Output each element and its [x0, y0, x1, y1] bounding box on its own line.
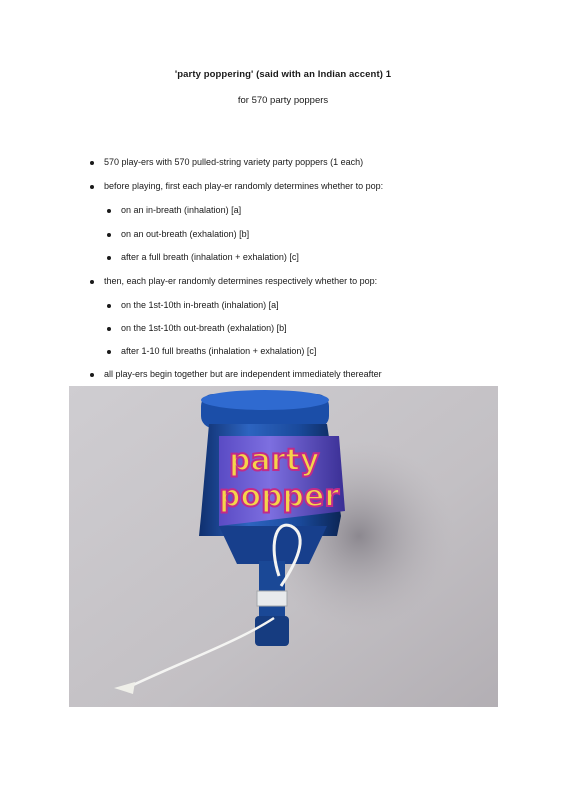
- bullet-dot: [107, 256, 111, 260]
- bullet-dot: [90, 161, 94, 165]
- rules-list: [0, 0, 566, 380]
- bullet-dot: [107, 233, 111, 237]
- bullet-dot: [90, 373, 94, 377]
- party-popper-photo: [69, 386, 498, 707]
- bullet-dot: [107, 304, 111, 308]
- sub-list-item: on the 1st-10th out-breath (exhalation) [b]: [121, 323, 287, 333]
- sub-list-item: on an in-breath (inhalation) [a]: [121, 205, 242, 215]
- list-item: all play-ers begin together but are independent immediately thereafter: [104, 369, 382, 379]
- sub-list-item: after 1-10 full breaths (inhalation + exhalation) [c]: [121, 346, 317, 356]
- sub-list-item: on the 1st-10th in-breath (inhalation) [a]: [121, 300, 279, 310]
- bullet-dot: [107, 350, 111, 354]
- label-text-party: party: [229, 443, 320, 478]
- bullet-dot: [107, 327, 111, 331]
- sub-list-item: after a full breath (inhalation + exhalation) [c]: [121, 252, 299, 262]
- list-item: 570 play-ers with 570 pulled-string variety party poppers (1 each): [104, 157, 364, 167]
- list-item: then, each play-er randomly determines respectively whether to pop:: [104, 276, 378, 286]
- bullet-dot: [90, 185, 94, 189]
- bullet-dot: [107, 209, 111, 213]
- document-title: 'party poppering' (said with an Indian accent) 1: [174, 69, 392, 80]
- sub-list-item: on an out-breath (exhalation) [b]: [121, 229, 250, 239]
- list-item: before playing, first each play-er randomly determines whether to pop:: [104, 181, 384, 191]
- label-text-popper: popper: [219, 479, 340, 514]
- document-subtitle: for 570 party poppers: [237, 95, 329, 106]
- bullet-dot: [90, 280, 94, 284]
